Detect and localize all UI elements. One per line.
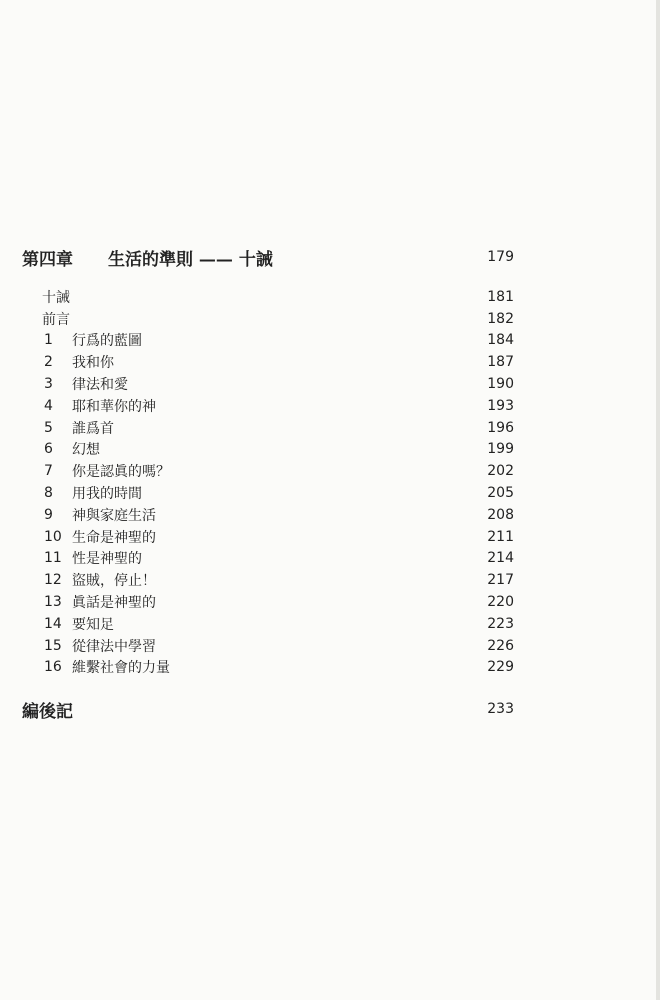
toc-entry xyxy=(22,351,514,373)
entry-title: 要知足 xyxy=(72,616,114,633)
entry-title: 用我的時間 xyxy=(72,486,142,503)
entry-title: 行爲的藍圖 xyxy=(72,333,142,350)
dot-leader xyxy=(116,421,474,435)
dot-leader xyxy=(144,486,474,500)
toc-entry xyxy=(22,417,514,439)
entry-page-number: 220 xyxy=(487,594,514,611)
dot-leader xyxy=(144,333,474,347)
entry-page-number: 193 xyxy=(487,397,514,414)
dot-leader xyxy=(158,639,474,653)
dot-leader xyxy=(116,617,474,631)
toc-entry-list xyxy=(22,286,514,678)
dot-leader xyxy=(283,250,472,264)
entry-title: 眞話是神聖的 xyxy=(72,595,156,612)
entry-title: 誰爲首 xyxy=(72,420,114,437)
entry-title: 耶和華你的神 xyxy=(72,398,156,415)
entry-title: 維繫社會的力量 xyxy=(72,660,170,677)
entry-page-number: 184 xyxy=(487,332,514,349)
toc-entry xyxy=(22,591,514,613)
entry-index: 4 xyxy=(44,397,53,414)
chapter-page-number: 179 xyxy=(487,249,514,265)
entry-title: 我和你 xyxy=(72,355,114,372)
toc-entry xyxy=(22,286,514,308)
entry-title: 盜賊，停止！ xyxy=(72,573,156,590)
toc-entry xyxy=(22,526,514,548)
entry-page-number: 196 xyxy=(487,419,514,436)
dot-leader xyxy=(158,508,474,522)
toc-entry xyxy=(22,482,514,504)
chapter-number: 第四章 xyxy=(22,249,73,270)
entry-title: 從律法中學習 xyxy=(72,638,156,655)
entry-index: 13 xyxy=(44,594,62,611)
dot-leader xyxy=(172,464,474,478)
epilogue-heading xyxy=(22,692,514,726)
dot-leader xyxy=(72,312,474,326)
toc-entry xyxy=(22,613,514,635)
toc-entry xyxy=(22,569,514,591)
entry-index: 1 xyxy=(44,332,53,349)
entry-index: 10 xyxy=(44,528,62,545)
entry-index: 6 xyxy=(44,441,53,458)
entry-index: 15 xyxy=(44,637,62,654)
entry-title: 前言 xyxy=(42,311,70,328)
entry-title: 你是認眞的嗎？ xyxy=(72,464,170,481)
toc-entry xyxy=(22,460,514,482)
entry-title: 律法和愛 xyxy=(72,377,128,394)
dot-leader xyxy=(87,702,472,716)
entry-page-number: 226 xyxy=(487,637,514,654)
entry-index: 16 xyxy=(44,659,62,676)
epilogue-page-number: 233 xyxy=(487,701,514,718)
entry-index: 11 xyxy=(44,550,62,567)
toc-entry xyxy=(22,373,514,395)
entry-page-number: 199 xyxy=(487,441,514,458)
entry-index: 2 xyxy=(44,354,53,371)
entry-title: 生命是神聖的 xyxy=(72,529,156,546)
dot-leader xyxy=(72,290,474,304)
dot-leader xyxy=(116,355,474,369)
entry-title: 神與家庭生活 xyxy=(72,507,156,524)
chapter-heading xyxy=(22,240,514,274)
dot-leader xyxy=(158,399,474,413)
entry-page-number: 223 xyxy=(487,615,514,632)
entry-index: 12 xyxy=(44,572,62,589)
dot-leader xyxy=(172,660,474,674)
dot-leader xyxy=(158,530,474,544)
chapter-title: 生活的準則 —— 十誡 xyxy=(108,249,273,270)
toc-entry xyxy=(22,439,514,461)
toc-entry xyxy=(22,330,514,352)
epilogue-title: 編後記 xyxy=(22,701,73,722)
toc-entry xyxy=(22,657,514,679)
entry-page-number: 214 xyxy=(487,550,514,567)
toc-entry xyxy=(22,635,514,657)
entry-title: 性是神聖的 xyxy=(72,551,142,568)
entry-page-number: 229 xyxy=(487,659,514,676)
dot-leader xyxy=(158,595,474,609)
entry-page-number: 202 xyxy=(487,463,514,480)
dot-leader xyxy=(130,377,474,391)
entry-page-number: 205 xyxy=(487,485,514,502)
table-of-contents xyxy=(22,240,514,726)
entry-index: 3 xyxy=(44,376,53,393)
toc-entry xyxy=(22,548,514,570)
dot-leader xyxy=(144,551,474,565)
entry-page-number: 208 xyxy=(487,506,514,523)
entry-index: 7 xyxy=(44,463,53,480)
entry-index: 5 xyxy=(44,419,53,436)
toc-entry xyxy=(22,504,514,526)
entry-page-number: 211 xyxy=(487,528,514,545)
entry-index: 8 xyxy=(44,485,53,502)
toc-entry xyxy=(22,308,514,330)
entry-page-number: 187 xyxy=(487,354,514,371)
entry-index: 14 xyxy=(44,615,62,632)
entry-page-number: 182 xyxy=(487,310,514,327)
entry-index: 9 xyxy=(44,506,53,523)
entry-page-number: 190 xyxy=(487,376,514,393)
dot-leader xyxy=(158,573,474,587)
entry-title: 十誡 xyxy=(42,289,70,306)
page-edge xyxy=(656,0,660,1000)
toc-entry xyxy=(22,395,514,417)
entry-page-number: 181 xyxy=(487,288,514,305)
entry-page-number: 217 xyxy=(487,572,514,589)
entry-title: 幻想 xyxy=(72,442,100,459)
dot-leader xyxy=(102,442,474,456)
